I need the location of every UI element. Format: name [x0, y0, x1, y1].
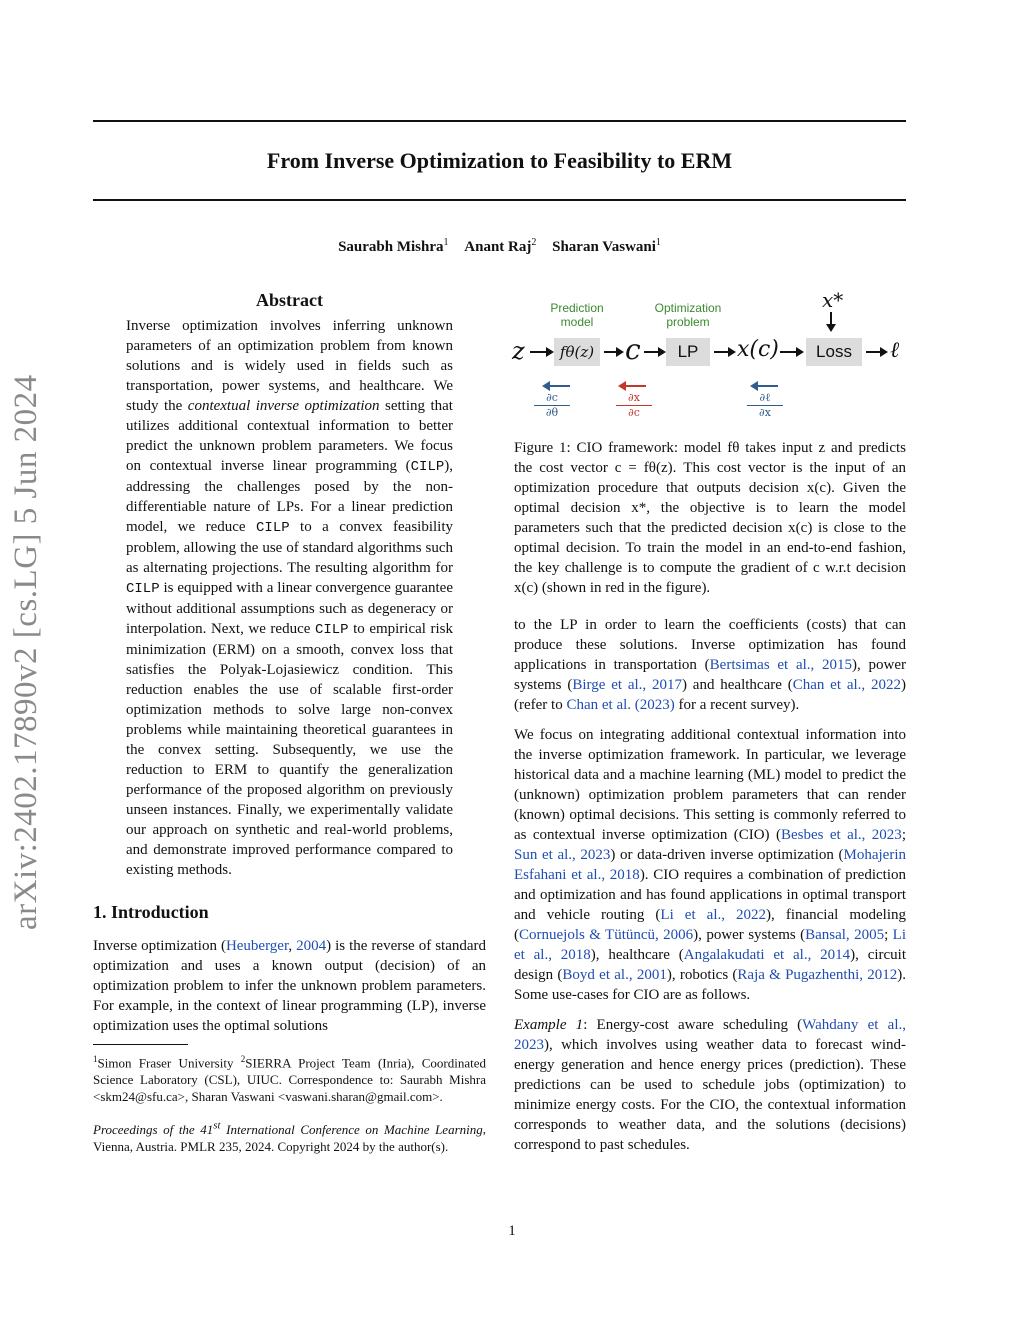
section-heading-introduction: 1. Introduction [93, 902, 209, 922]
affiliation-footnote: $^1$Simon Fraser University $^2$SIERRA Project Team (Inria), Coordinated Science Laboratory (CSL), UIUC. Correspondence to: Saurabh Mishra <skm24@sfu.ca>, Sharan Vaswani <vaswani.sharan@gmail.com>. [93, 1054, 487, 1105]
citation-link[interactable]: Mohajerin Esfahani et al., 2018 [514, 847, 906, 883]
arrow-right-icon [780, 351, 802, 353]
cio-framework-figure [510, 288, 910, 433]
figure-caption: Figure 1: CIO framework: model fθ takes input z and predicts the cost vector c = fθ(z). This cost vector is the input of an optimization procedure that outputs decision x(c). Given the optimal decision x*, the objective is to learn the model parameters such that the predicted decision x(c) is close to the optimal decision. To train the model in an end-to-end fashion, the key challenge is to compute the gradient of c w.r.t decision x(c) (shown in red in the figure). [514, 440, 906, 596]
author: Sharan Vaswani$^1$ [552, 237, 661, 255]
citation-link[interactable]: 2004 [296, 938, 327, 954]
gradient-dx-dc: $\frac{\partial x}{\partial c}$ [616, 391, 652, 420]
gradient-dl-dx: ∂ℓ ∂x [747, 391, 783, 420]
abstract-body: Inverse optimization involves inferring unknown parameters of an optimization problem from known solutions and is widely used in fields such as transportation, power systems, and healthcare. We study the contextual inverse optimization setting that utilizes additional contextual information to better predict the unknown problem parameters. We focus on contextual inverse linear programming (CILP), addressing the challenges posed by the non-differentiable nature of LPs. For a linear prediction model, we reduce CILP to a convex feasibility problem, allowing the use of standard algorithms such as alternating projections. The resulting algorithm for CILP is equipped with a linear convergence guarantee without additional assumptions such as degeneracy or interpolation. Next, we reduce CILP to empirical risk minimization (ERM) on a smooth, convex loss that satisfies the Polyak-Lojasiewicz condition. This reduction enables the use of scalable first-order optimization methods to solve large non-convex problems while maintaining theoretical guarantees in the convex setting. Subsequently, we use the reduction to ERM to quantify the generalization performance of the proposed algorithm on previously unseen instances. Finally, we experimentally validate our approach on synthetic and real-world problems, and demonstrate improved performance compared to existing methods. [126, 318, 454, 878]
arrow-down-icon [830, 312, 832, 330]
prediction-model-label: Prediction model [550, 301, 604, 329]
citation-link[interactable]: Birge et al., 2017 [572, 677, 682, 693]
lp-box: LP [666, 338, 710, 366]
input-z-node: z [512, 337, 525, 365]
paper-title: From Inverse Optimization to Feasibility to ERM [266, 148, 733, 173]
loss-box: Loss [806, 338, 862, 366]
citation-link[interactable]: Li et al., 2022 [660, 907, 767, 923]
footnote-divider [93, 1044, 188, 1045]
arrow-right-icon [644, 351, 664, 353]
loss-output-node: ℓ [890, 338, 900, 363]
body-paragraph: We focus on integrating additional contextual information into the inverse optimization framework. In particular, we leverage historical data and a machine learning (ML) model to predict the (unknown) optimization problem parameters that can render (known) optimal decisions. This setting is commonly referred to as contextual inverse optimization (CIO) (Besbes et al., 2023; Sun et al., 2023) or data-driven inverse optimization (Mohajerin Esfahani et al., 2018). CIO requires a combination of prediction and optimization and has found applications in optimal transport and vehicle routing (Li et al., 2022), financial modeling (Cornuejols & Tütüncü, 2006), power systems (Bansal, 2005; Li et al., 2018), healthcare (Angalakudati et al., 2014), circuit design (Boyd et al., 2001), robotics (Raja & Pugazhenthi, 2012). Some use-cases for CIO are as follows. [514, 727, 907, 1003]
page-number: 1 [508, 1223, 516, 1239]
left-column [93, 290, 486, 1155]
author-list [93, 237, 906, 256]
arxiv-identifier-stamp: arXiv:2402.17890v2 [cs.LG] 5 Jun 2024 [8, 374, 44, 930]
citation-link[interactable]: Heuberger [225, 938, 289, 954]
arrow-right-icon [714, 351, 734, 353]
optimization-problem-label: Optimization problem [654, 301, 722, 329]
decision-node: x(c) [737, 337, 779, 362]
arrow-left-icon [620, 385, 646, 387]
citation-link[interactable]: Bertsimas et al., 2015 [709, 657, 853, 673]
citation-link[interactable]: Bansal, 2005 [805, 927, 885, 943]
arrow-right-icon [530, 351, 552, 353]
citation-link[interactable]: Sun et al., 2023 [514, 847, 611, 863]
abstract-heading: Abstract [256, 290, 323, 310]
author: Anant Raj$^2$ [464, 237, 537, 255]
right-column [514, 615, 906, 1165]
arrow-left-icon [752, 385, 778, 387]
author: Saurabh Mishra$^1$ [338, 237, 449, 255]
title-rule-top [93, 120, 906, 122]
citation-link[interactable]: Raja & Pugazhenthi, 2012 [737, 967, 898, 983]
citation-link[interactable]: Cornuejols & Tütüncü, 2006 [519, 927, 694, 943]
citation-link[interactable]: Wahdany et al., 2023 [514, 1017, 906, 1053]
intro-paragraph: Inverse optimization (Heuberger, 2004) is the reverse of standard optimization and uses a known output (decision) of an optimization problem to infer the unknown problem parameters. For example, in the context of linear programming (LP), inverse optimization uses the optimal solutions [93, 938, 487, 1034]
citation-link[interactable]: Chan et al. (2023) [566, 697, 675, 713]
body-paragraph: to the LP in order to learn the coefficients (costs) that can produce these solutions. Inverse optimization has found applications in transportation (Bertsimas et al., 2015), power systems (Birge et al., 2017) and healthcare (Chan et al., 2022) (refer to Chan et al. (2023) for a recent survey). [514, 617, 906, 713]
citation-link[interactable]: Chan et al., 2022 [792, 677, 901, 693]
optimal-decision-node: x* [822, 288, 844, 312]
arrow-left-icon [544, 385, 570, 387]
proceedings-note: Proceedings of the 41st International Conference on Machine Learning, Vienna, Austria. PMLR 235, 2024. Copyright 2024 by the author(s). [93, 1119, 486, 1154]
citation-link[interactable]: Besbes et al., 2023 [780, 827, 902, 843]
title-rule-bottom [93, 199, 906, 201]
body-paragraph: Example 1: Energy-cost aware scheduling (Wahdany et al., 2023), which involves using weather data to forecast wind-energy generation and hence energy prices (prediction). These predictions can be used to schedule jobs (optimization) to minimize energy costs. For the CIO, the contextual information corresponds to weather data, and the solutions (decisions) correspond to past schedules. [514, 1017, 906, 1153]
citation-link[interactable]: Angalakudati et al., 2014 [683, 947, 851, 963]
cost-vector-node: c [625, 333, 641, 366]
arrow-right-icon [866, 351, 886, 353]
arrow-right-icon [604, 351, 622, 353]
citation-link[interactable]: Li et al., 2018 [514, 927, 907, 963]
citation-link[interactable]: Boyd et al., 2001 [562, 967, 667, 983]
model-box: fθ(z) [554, 338, 600, 366]
gradient-dc-dtheta: $\frac{\partial c}{\partial\theta}$ [534, 391, 570, 420]
